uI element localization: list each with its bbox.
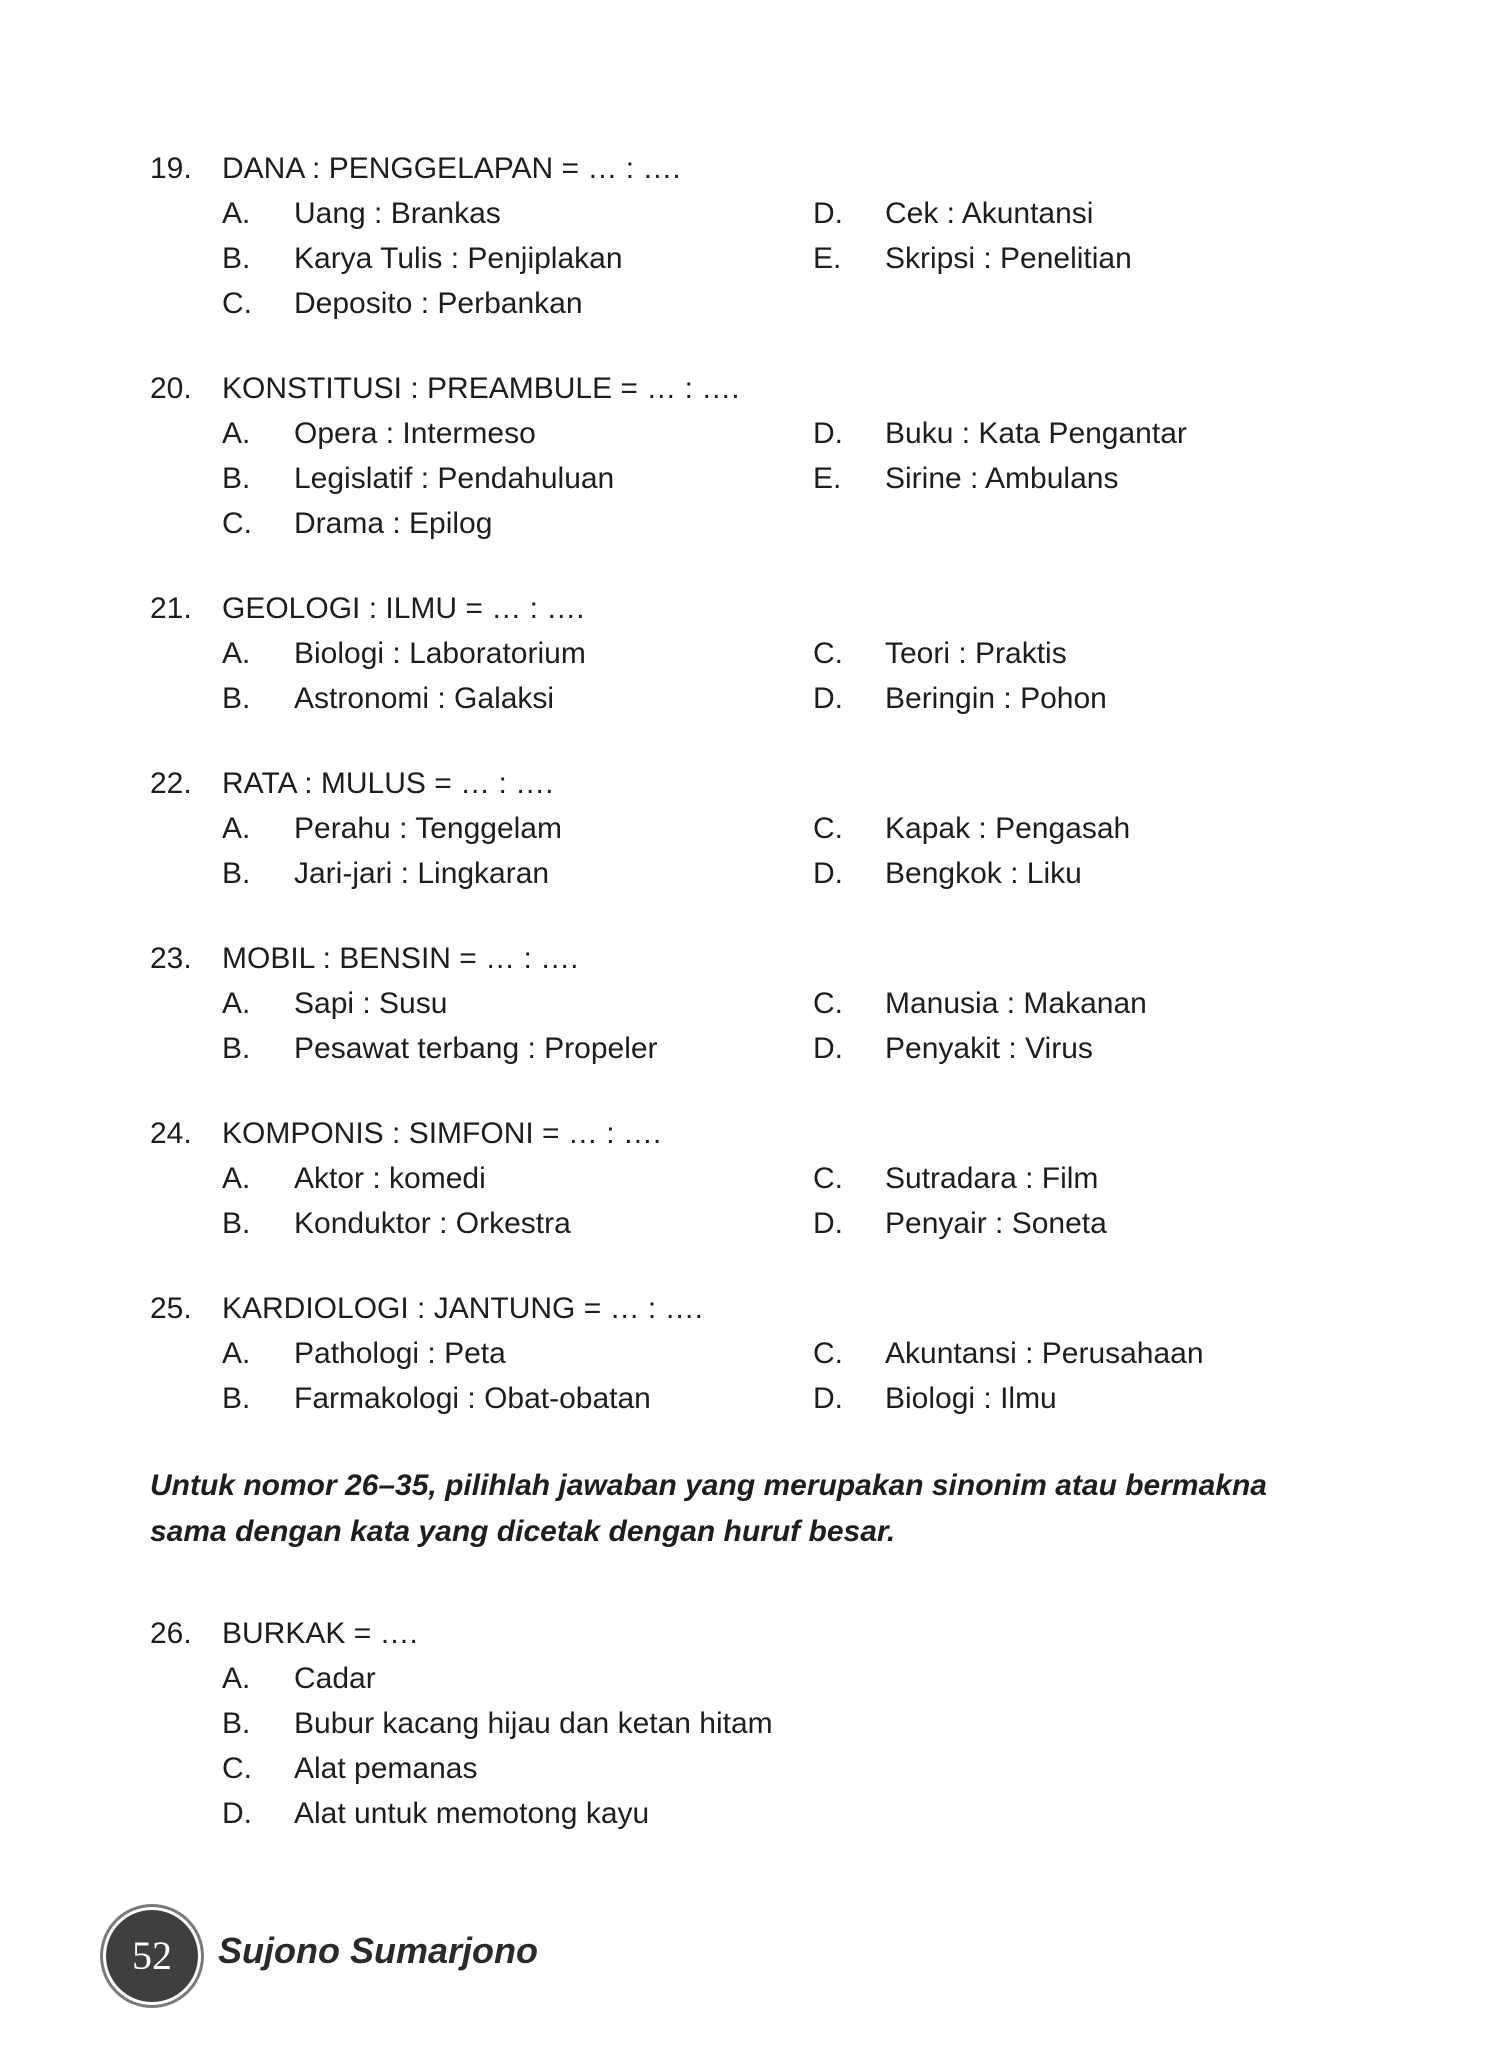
question-23: 23. MOBIL : BENSIN = … : …. A. Sapi : Susu C. Manusia : Makanan B. Pesawat terbang : Propeler D. Penyakit : Virus xyxy=(150,936,1350,1071)
question-stem: DANA : PENGGELAPAN = … : …. xyxy=(222,152,681,185)
question-number: 21. xyxy=(150,592,192,625)
author-name: Sujono Sumarjono xyxy=(218,1930,538,1971)
question-21: 21. GEOLOGI : ILMU = … : …. A. Biologi : Laboratorium C. Teori : Praktis B. Astronomi : Galaksi D. Beringin : Pohon xyxy=(150,586,1350,721)
page-footer xyxy=(106,1910,706,2006)
question-number: 20. xyxy=(150,372,192,405)
question-stem: BURKAK = …. xyxy=(222,1617,418,1650)
question-number: 24. xyxy=(150,1117,192,1150)
question-stem: KONSTITUSI : PREAMBULE = … : …. xyxy=(222,372,740,405)
page-number-badge xyxy=(106,1910,198,2002)
question-19: 19. DANA : PENGGELAPAN = … : …. A. Uang : Brankas D. Cek : Akuntansi B. Karya Tulis : Penjiplakan E. Skripsi : Penelitian C. Deposito : Perbankan xyxy=(150,146,1350,326)
question-24: 24. KOMPONIS : SIMFONI = … : …. A. Aktor : komedi C. Sutradara : Film B. Konduktor : Orkestra D. Penyair : Soneta xyxy=(150,1111,1350,1246)
question-20: 20. KONSTITUSI : PREAMBULE = … : …. A. Opera : Intermeso D. Buku : Kata Pengantar B. Legislatif : Pendahuluan E. Sirine : Ambulans C. Drama : Epilog xyxy=(150,366,1350,546)
question-number: 25. xyxy=(150,1292,192,1325)
section-instruction: Untuk nomor 26–35, pilihlah jawaban yang merupakan sinonim atau bermakna sama dengan kata yang dicetak dengan huruf besar. xyxy=(150,1469,1267,1548)
question-number: 19. xyxy=(150,152,192,185)
question-stem: GEOLOGI : ILMU = … : …. xyxy=(222,592,585,625)
question-22: 22. RATA : MULUS = … : …. A. Perahu : Tenggelam C. Kapak : Pengasah B. Jari-jari : Lingkaran D. Bengkok : Liku xyxy=(150,761,1350,896)
question-25: 25. KARDIOLOGI : JANTUNG = … : …. A. Pathologi : Peta C. Akuntansi : Perusahaan B. Farmakologi : Obat-obatan D. Biologi : Ilmu xyxy=(150,1286,1350,1421)
page-number: 52 xyxy=(132,1933,172,1978)
question-stem: RATA : MULUS = … : …. xyxy=(222,767,554,800)
question-26: 26. BURKAK = …. A. Cadar B. Bubur kacang hijau dan ketan hitam C. Alat pemanas D. Alat untuk memotong kayu xyxy=(150,1611,1350,1836)
question-stem: MOBIL : BENSIN = … : …. xyxy=(222,942,579,975)
question-stem: KARDIOLOGI : JANTUNG = … : …. xyxy=(222,1292,703,1325)
question-stem: KOMPONIS : SIMFONI = … : …. xyxy=(222,1117,662,1150)
question-number: 22. xyxy=(150,767,192,800)
question-number: 26. xyxy=(150,1617,192,1650)
question-number: 23. xyxy=(150,942,192,975)
